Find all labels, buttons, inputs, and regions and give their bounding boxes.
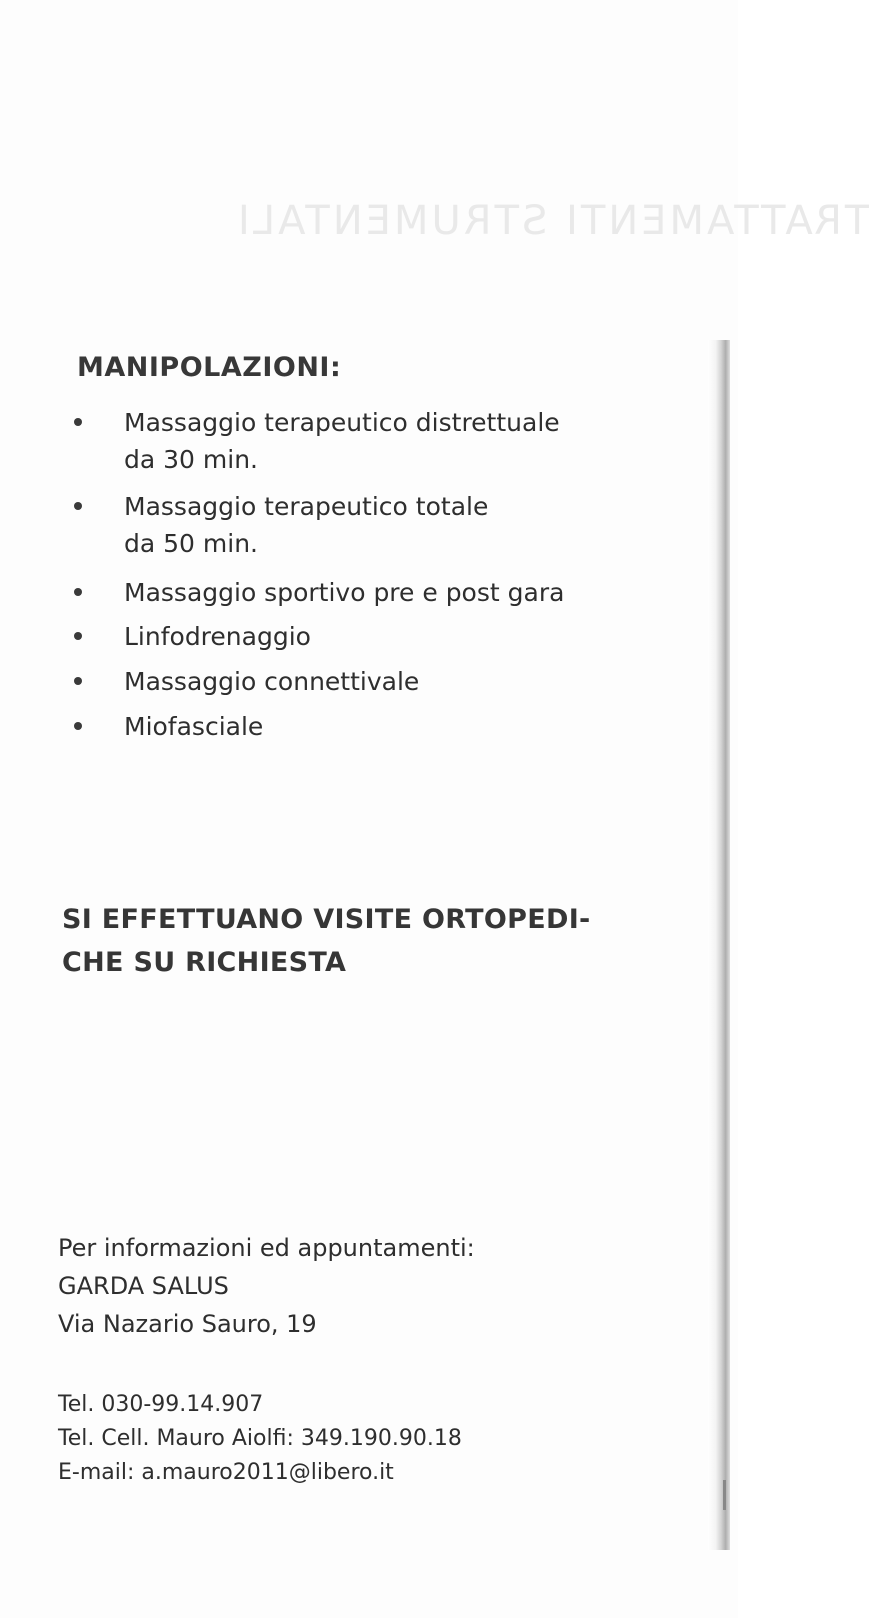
- contact-email: E-mail: a.mauro2011@libero.it: [58, 1460, 394, 1485]
- contact-name: GARDA SALUS: [58, 1272, 229, 1300]
- list-item-subtext: da 50 min.: [124, 529, 258, 558]
- visite-notice: [62, 898, 622, 984]
- bullet-icon: [74, 588, 82, 596]
- bullet-icon: [74, 418, 82, 426]
- list-item: [72, 574, 612, 611]
- scan-edge-shadow: [708, 340, 730, 1550]
- list-item-subtext: da 30 min.: [124, 445, 258, 474]
- list-item: [72, 708, 612, 745]
- contact-intro: Per informazioni ed appuntamenti:: [58, 1234, 475, 1262]
- bullet-icon: [74, 677, 82, 685]
- list-item: [72, 663, 612, 700]
- contact-address: Via Nazario Sauro, 19: [58, 1310, 317, 1338]
- list-item: [72, 488, 612, 562]
- bleed-through-artifact: TRATTAMENTI STRUMENTALI: [235, 198, 869, 244]
- manipolazioni-heading: MANIPOLAZIONI:: [77, 352, 342, 383]
- list-item-text: Massaggio terapeutico distrettuale: [124, 408, 560, 437]
- bullet-icon: [74, 502, 82, 510]
- list-item-text: Massaggio sportivo pre e post gara: [124, 578, 565, 607]
- bullet-icon: [74, 632, 82, 640]
- visite-line-1: SI EFFETTUANO VISITE ORTOPEDI-: [62, 904, 591, 935]
- list-item-text: Linfodrenaggio: [124, 622, 311, 651]
- phone-block: [58, 1388, 462, 1490]
- contact-tel: Tel. 030-99.14.907: [58, 1392, 264, 1417]
- list-item-text: Massaggio connettivale: [124, 667, 420, 696]
- list-item: [72, 404, 612, 478]
- list-item-text: Massaggio terapeutico totale: [124, 492, 489, 521]
- bullet-icon: [74, 722, 82, 730]
- scan-edge-mark: [723, 1480, 726, 1510]
- manipolazioni-list: [72, 404, 612, 745]
- list-item: [72, 618, 612, 655]
- contact-block: [58, 1229, 475, 1343]
- contact-cell: Tel. Cell. Mauro Aiolfi: 349.190.90.18: [58, 1426, 462, 1451]
- list-item-text: Miofasciale: [124, 712, 264, 741]
- visite-line-2: CHE SU RICHIESTA: [62, 947, 347, 978]
